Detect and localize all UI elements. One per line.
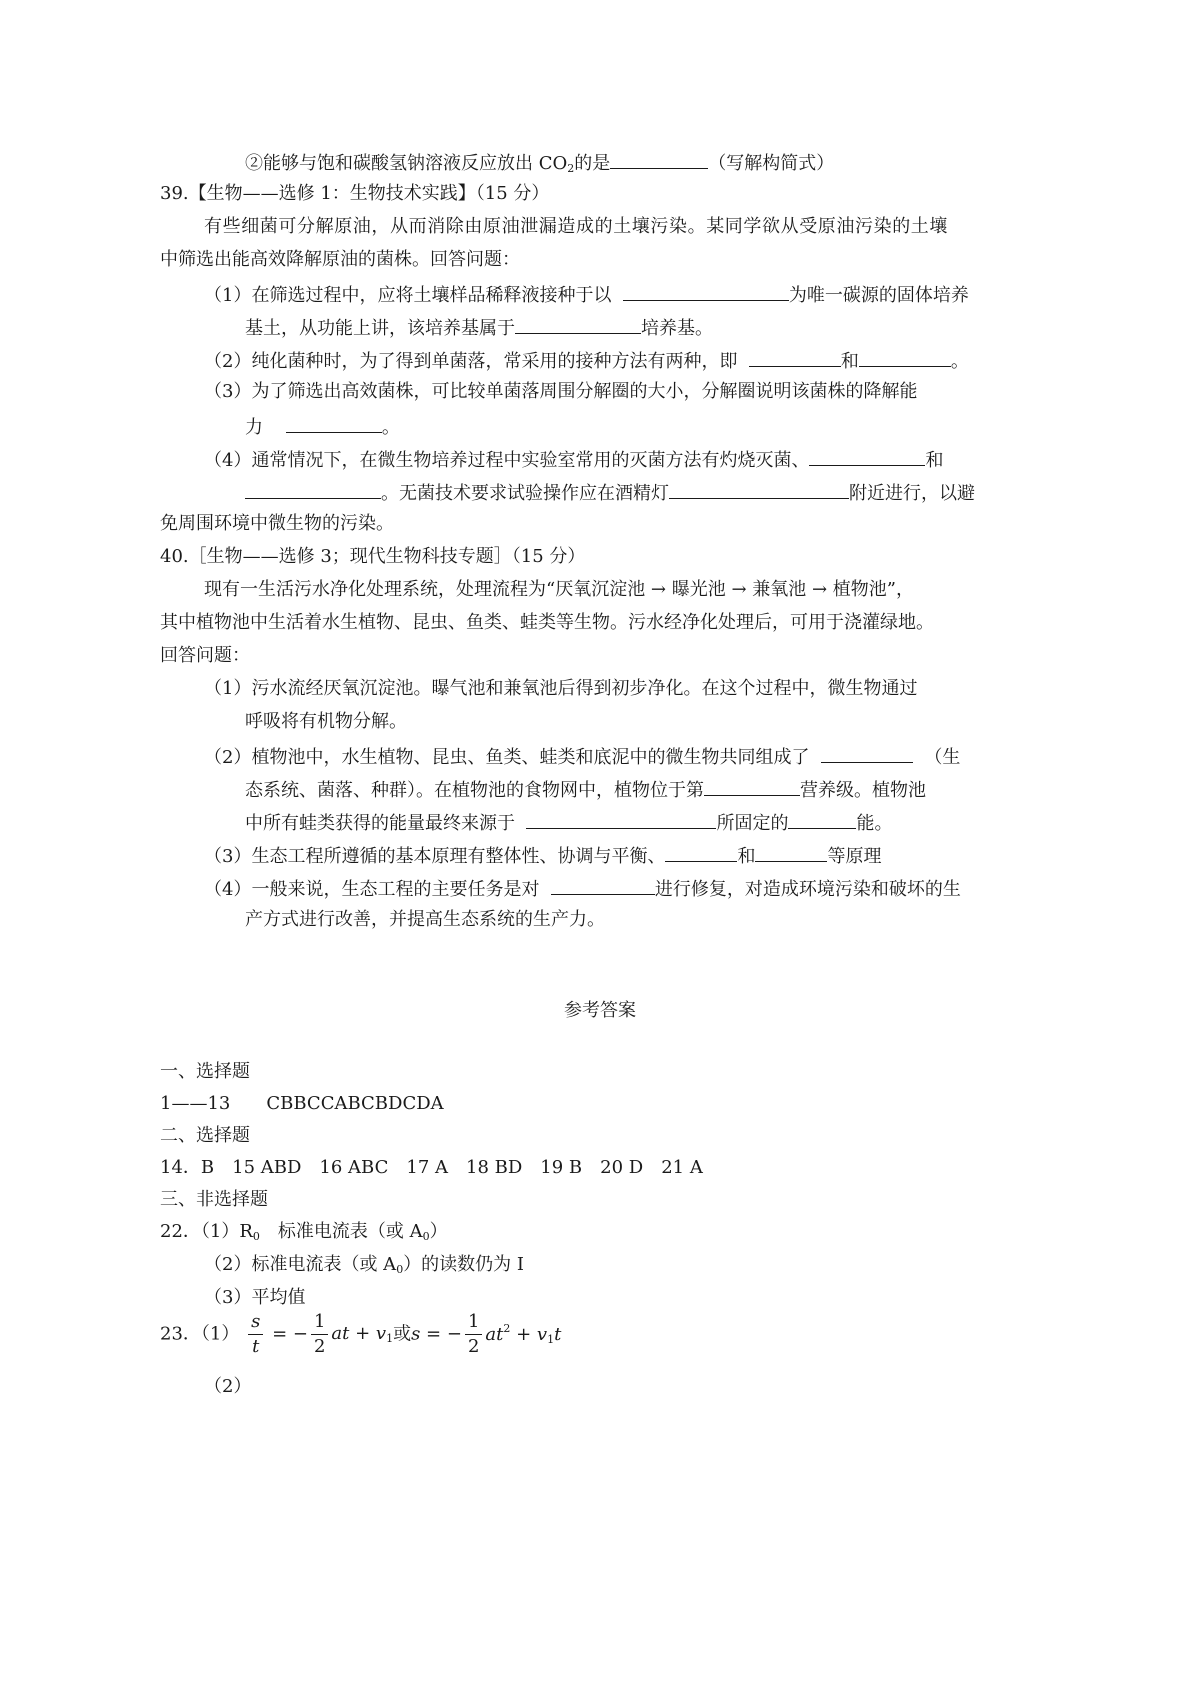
q39-intro-1: 有些细菌可分解原油，从而消除由原油泄漏造成的土壤污染。某同学欲从受原油污染的土壤 xyxy=(204,216,948,237)
answer-blank[interactable] xyxy=(665,845,737,862)
answer-22-1: 22．$(1)R_0$ 标准电流表（或 $A_0$） xyxy=(160,1221,448,1243)
q39-intro-2: 中筛选出能高效降解原油的菌株。回答问题： xyxy=(160,249,520,270)
q38-text-a: ②能够与饱和碳酸氢钠溶液反应放出 CO xyxy=(245,153,568,174)
answers-sec2: 二、选择题 xyxy=(160,1125,250,1146)
q40-p2-line2: 态系统、菌落、种群）。在植物池的食物网中，植物位于第 营养级。植物池 xyxy=(245,780,926,801)
q38-text-c: （写解构简式） xyxy=(708,153,835,174)
answer-blank[interactable] xyxy=(859,350,951,367)
q39-p3-line1: （3）为了筛选出高效菌株，可比较单菌落周围分解圈的大小，分解圈说明该菌株的降解能 xyxy=(204,381,918,402)
answer-blank[interactable] xyxy=(755,845,827,862)
q39-p4-line3: 免周围环境中微生物的污染。 xyxy=(160,513,394,534)
q38-text-b: 的是 xyxy=(574,153,611,174)
formula-fraction: $\frac{s}{t}$ xyxy=(248,1312,263,1357)
formula-fraction: $\frac{1}{2}$ xyxy=(465,1312,482,1357)
q40-p2-line3: 中所有蛙类获得的能量最终来源于 所固定的 能。 xyxy=(245,813,893,834)
answer-blank[interactable] xyxy=(749,350,841,367)
answer-blank[interactable] xyxy=(245,482,381,499)
q38-line xyxy=(245,152,834,174)
answer-blank[interactable] xyxy=(515,317,641,334)
q39-heading: 39.【生物——选修 1：生物技术实践】（15 分） xyxy=(160,183,550,204)
q40-p4-line1: （4）一般来说，生态工程的主要任务是对 进行修复，对造成环境污染和破坏的生 xyxy=(204,879,961,900)
q40-p1-line2: 呼吸将有机物分解。 xyxy=(245,711,407,732)
q39-p1-line2: 基土，从功能上讲，该培养基属于 培养基。 xyxy=(245,318,713,339)
q39-p2: （2）纯化菌种时，为了得到单菌落，常采用的接种方法有两种，即 和 。 xyxy=(204,351,969,372)
answers-sec3: 三、非选择题 xyxy=(160,1189,268,1210)
answer-23-2: （2） xyxy=(204,1376,252,1397)
answer-blank[interactable] xyxy=(821,746,913,763)
answer-blank[interactable] xyxy=(704,779,800,796)
q38-sub: 2 xyxy=(567,162,575,175)
answer-blank[interactable] xyxy=(788,812,856,829)
answer-blank[interactable] xyxy=(669,482,849,499)
formula-fraction: $\frac{1}{2}$ xyxy=(311,1312,328,1357)
q40-intro-1: 现有一生活污水净化处理系统，处理流程为“厌氧沉淀池 → 曝光池 → 兼氧池 → 植物池”， xyxy=(204,579,914,600)
answer-22-3: （3）平均值 xyxy=(204,1287,306,1308)
q39-p3-line2: 力 。 xyxy=(245,417,400,438)
q40-heading: 40.［生物——选修 3；现代生物科技专题］（15 分） xyxy=(160,546,586,567)
answer-blank[interactable] xyxy=(526,812,716,829)
answers-sec1: 一、选择题 xyxy=(160,1061,250,1082)
answer-blank[interactable] xyxy=(551,878,655,895)
q40-intro-2: 其中植物池中生活着水生植物、昆虫、鱼类、蛙类等生物。污水经净化处理后，可用于浇灌绿地。 xyxy=(160,612,934,633)
answers-title: 参考答案 xyxy=(564,1000,636,1021)
answers-sec1-line: 1——13 CBBCCABCBDCDA xyxy=(160,1093,444,1114)
q39-p4-line1: （4）通常情况下，在微生物培养过程中实验室常用的灭菌方法有灼烧灭菌、 和 xyxy=(204,450,944,471)
q40-p4-line2: 产方式进行改善，并提高生态系统的生产力。 xyxy=(245,909,605,930)
q39-p1-line1: （1）在筛选过程中，应将土壤样品稀释液接种于以 为唯一碳源的固体培养 xyxy=(204,285,969,306)
q39-p4-line2: 。无菌技术要求试验操作应在酒精灯 附近进行，以避 xyxy=(245,482,975,503)
answer-blank[interactable] xyxy=(623,284,789,301)
answer-blank[interactable] xyxy=(610,152,708,169)
answer-22-2: （2）标准电流表（或 $A_0$）的读数仍为 I xyxy=(204,1254,525,1276)
answers-sec2-line: 14．B 15 ABD 16 ABC 17 A 18 BD 19 B 20 D 21 A xyxy=(160,1157,703,1178)
q40-p3: （3）生态工程所遵循的基本原理有整体性、协调与平衡、 和 等原理 xyxy=(204,846,882,867)
q40-intro-3: 回答问题： xyxy=(160,645,250,666)
q40-p2-line1: （2）植物池中，水生植物、昆虫、鱼类、蛙类和底泥中的微生物共同组成了 （生 xyxy=(204,747,961,768)
answer-23-1: 23．（1） $\frac{s}{t}$ = − $\frac{1}{2}$ at + $v_1$或s = − $\frac{1}{2}$ $at^2 + v_1t$ xyxy=(160,1311,562,1357)
q40-p1-line1: （1）污水流经厌氧沉淀池。曝气池和兼氧池后得到初步净化。在这个过程中，微生物通过 xyxy=(204,678,918,699)
answer-blank[interactable] xyxy=(286,416,382,433)
answer-blank[interactable] xyxy=(809,449,925,466)
